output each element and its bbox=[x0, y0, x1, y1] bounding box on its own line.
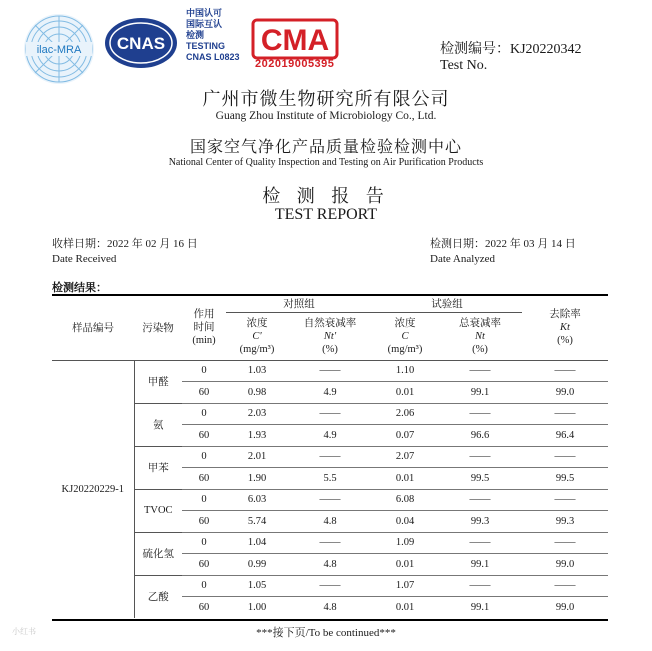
results-table bbox=[52, 296, 608, 618]
header-test-group: 试验组 bbox=[372, 296, 522, 312]
test-number-value: KJ20220342 bbox=[510, 42, 582, 57]
cell-test-conc: 6.08 bbox=[372, 489, 438, 511]
date-analyzed bbox=[430, 237, 576, 267]
cell-test-decay: 99.3 bbox=[438, 511, 522, 533]
date-received-cn: 收样日期：2022 年 02 月 16 日 bbox=[52, 238, 198, 250]
header-test-conc-line: 浓度 bbox=[394, 317, 416, 329]
center-name-cn: 国家空气净化产品质量检验检测中心 bbox=[189, 139, 462, 156]
header-ctrl-decay-line: (%) bbox=[322, 343, 338, 355]
header-removal-line: 去除率 bbox=[549, 309, 581, 321]
cell-test-conc: 0.01 bbox=[372, 468, 438, 490]
institute-name-cn: 广州市微生物研究所有限公司 bbox=[202, 89, 450, 109]
cell-test-decay: —— bbox=[438, 360, 522, 382]
cell-test-decay: 99.1 bbox=[438, 554, 522, 576]
cell-test-conc: 0.07 bbox=[372, 425, 438, 447]
header-test-decay-line: 总衰减率 bbox=[459, 317, 501, 329]
cnas-caption bbox=[186, 8, 240, 63]
cell-ctrl-conc: 2.03 bbox=[226, 403, 288, 425]
cell-ctrl-decay: —— bbox=[288, 532, 372, 554]
table-row bbox=[52, 446, 608, 468]
cnas-caption-line: TESTING bbox=[186, 41, 226, 51]
pollutant-cell: 乙酸 bbox=[147, 592, 169, 604]
cell-ctrl-decay: 4.8 bbox=[323, 602, 337, 613]
cell-ctrl-decay: —— bbox=[288, 489, 372, 511]
cell-removal: —— bbox=[522, 489, 608, 511]
header-test-decay-line: (%) bbox=[472, 343, 488, 355]
cell-removal: 99.0 bbox=[522, 554, 608, 576]
cell-test-decay: 99.1 bbox=[470, 602, 490, 613]
header-removal-line: (%) bbox=[557, 335, 573, 347]
cell-removal: 96.4 bbox=[522, 425, 608, 447]
pollutant-cell: 甲苯 bbox=[134, 446, 182, 489]
cma-text: CMA bbox=[260, 24, 330, 57]
cell-time: 0 bbox=[182, 489, 226, 511]
cell-ctrl-conc: 2.01 bbox=[226, 446, 288, 468]
cell-ctrl-decay: 4.8 bbox=[288, 511, 372, 533]
header-ctrl-conc-line: 浓度 bbox=[246, 317, 268, 329]
header-test-conc-line: C bbox=[401, 330, 409, 342]
cell-ctrl-decay: —— bbox=[288, 360, 372, 382]
cell-ctrl-conc: 1.93 bbox=[226, 425, 288, 447]
cell-ctrl-conc: 1.00 bbox=[247, 602, 267, 613]
pollutant-cell: 甲醛 bbox=[134, 360, 182, 403]
cell-removal: —— bbox=[522, 446, 608, 468]
cell-removal: 99.0 bbox=[522, 382, 608, 404]
date-analyzed-cn: 检测日期：2022 年 03 月 14 日 bbox=[430, 238, 576, 250]
cell-test-conc: 2.06 bbox=[372, 403, 438, 425]
header-time-line: (min) bbox=[192, 335, 216, 347]
header-test-conc bbox=[372, 312, 438, 360]
pollutant-cell: 氨 bbox=[134, 403, 182, 446]
cma-number: 202019005395 bbox=[255, 58, 335, 70]
cma-logo bbox=[251, 18, 339, 60]
cell-ctrl-decay: 5.5 bbox=[288, 468, 372, 490]
cell-removal: 99.0 bbox=[555, 602, 575, 613]
cell-time: 0 bbox=[182, 446, 226, 468]
report-title-en: TEST REPORT bbox=[274, 206, 378, 223]
institute-name-en: Guang Zhou Institute of Microbiology Co., Ltd. bbox=[215, 110, 437, 122]
table-row bbox=[52, 532, 608, 554]
sample-id-cell: KJ20220229-1 bbox=[52, 360, 134, 618]
cnas-caption-line: 检测 bbox=[186, 30, 205, 40]
header-ctrl-conc-line: C' bbox=[252, 330, 262, 342]
cell-test-conc: 0.01 bbox=[395, 602, 415, 613]
cell-ctrl-decay: 4.9 bbox=[288, 425, 372, 447]
cell-ctrl-conc: 1.03 bbox=[226, 360, 288, 382]
header-ctrl-decay bbox=[288, 312, 372, 360]
table-body bbox=[52, 360, 608, 618]
cell-removal: —— bbox=[522, 403, 608, 425]
cell-ctrl-conc: 5.74 bbox=[226, 511, 288, 533]
header-time bbox=[182, 296, 226, 360]
cell-time: 60 bbox=[182, 425, 226, 447]
cell-time: 60 bbox=[182, 468, 226, 490]
cell-ctrl-conc: 0.99 bbox=[226, 554, 288, 576]
cnas-caption-line: CNAS L0823 bbox=[186, 52, 240, 62]
cell-ctrl-decay: —— bbox=[288, 446, 372, 468]
cell-test-decay: —— bbox=[438, 575, 522, 597]
watermark: 小红书 bbox=[12, 627, 36, 636]
header-sample-no: 样品编号 bbox=[52, 296, 134, 360]
cell-ctrl-decay: 4.8 bbox=[288, 554, 372, 576]
cell-test-decay: 99.1 bbox=[438, 382, 522, 404]
header-control-group: 对照组 bbox=[226, 296, 372, 312]
header-test-decay bbox=[438, 312, 522, 360]
cell-test-conc: 0.01 bbox=[372, 554, 438, 576]
header-time-line: 作用 bbox=[193, 309, 215, 321]
header-pollutant: 污染物 bbox=[134, 296, 182, 360]
header-ctrl-decay-line: Nt' bbox=[323, 330, 337, 342]
date-received bbox=[52, 237, 198, 267]
cell-test-conc: 2.07 bbox=[372, 446, 438, 468]
test-number-label-en: Test No. bbox=[440, 58, 488, 73]
cell-ctrl-conc: 6.03 bbox=[226, 489, 288, 511]
cell-removal: 99.3 bbox=[522, 511, 608, 533]
cell-test-decay: —— bbox=[438, 403, 522, 425]
cell-ctrl-decay: 4.9 bbox=[288, 382, 372, 404]
date-analyzed-en: Date Analyzed bbox=[430, 253, 496, 265]
header-ctrl-conc bbox=[226, 312, 288, 360]
cell-time: 0 bbox=[182, 532, 226, 554]
cell-time: 60 bbox=[182, 382, 226, 404]
header-test-conc-line: (mg/m³) bbox=[387, 343, 423, 355]
pollutant-cell: TVOC bbox=[134, 489, 182, 532]
cell-time: 60 bbox=[182, 511, 226, 533]
cell-test-decay: —— bbox=[438, 489, 522, 511]
cell-test-decay: —— bbox=[438, 446, 522, 468]
cell-time: 60 bbox=[198, 602, 210, 613]
header-test-decay-line: Nt bbox=[475, 330, 485, 342]
cnas-text: CNAS bbox=[116, 34, 166, 53]
cell-test-decay: —— bbox=[438, 532, 522, 554]
header-row bbox=[52, 296, 608, 312]
table-row bbox=[52, 489, 608, 511]
cell-time: 60 bbox=[182, 554, 226, 576]
test-number-label: 检测编号： bbox=[440, 42, 510, 57]
cell-removal: —— bbox=[522, 360, 608, 382]
header-ctrl-conc-line: (mg/m³) bbox=[239, 343, 275, 355]
date-received-en: Date Received bbox=[52, 253, 117, 265]
cell-ctrl-conc: 1.04 bbox=[226, 532, 288, 554]
header-time-line: 时间 bbox=[193, 322, 215, 334]
test-number-row bbox=[440, 38, 582, 58]
cell-time: 0 bbox=[182, 360, 226, 382]
cnas-logo bbox=[104, 16, 178, 70]
cell-time: 0 bbox=[182, 403, 226, 425]
cell-ctrl-conc: 0.98 bbox=[226, 382, 288, 404]
table-row bbox=[52, 403, 608, 425]
report-title-cn: 检 测 报 告 bbox=[262, 186, 390, 206]
cell-test-decay: 99.5 bbox=[438, 468, 522, 490]
cell-removal: 99.5 bbox=[522, 468, 608, 490]
cell-ctrl-conc: 1.90 bbox=[226, 468, 288, 490]
cell-time: 0 bbox=[182, 575, 226, 597]
table-row bbox=[52, 575, 608, 597]
table-row bbox=[52, 360, 608, 382]
cnas-caption-line: 国际互认 bbox=[186, 19, 223, 29]
header-removal bbox=[522, 296, 608, 360]
pollutant-cell: 硫化氢 bbox=[134, 532, 182, 575]
header-ctrl-decay-line: 自然衰减率 bbox=[303, 317, 357, 329]
cell-removal: —— bbox=[522, 532, 608, 554]
cell-ctrl-decay: —— bbox=[288, 575, 372, 597]
header-removal-line: Kt bbox=[560, 322, 570, 334]
results-label: 检测结果： bbox=[52, 282, 107, 294]
center-name-en: National Center of Quality Inspection and Testing on Air Purification Products bbox=[168, 157, 484, 168]
cell-removal: —— bbox=[522, 575, 608, 597]
ilac-mra-logo bbox=[22, 12, 96, 86]
cell-test-conc: 1.09 bbox=[372, 532, 438, 554]
cell-test-conc: 0.01 bbox=[372, 382, 438, 404]
continued-note: ***接下页/To be continued*** bbox=[256, 627, 396, 639]
cell-ctrl-conc: 1.05 bbox=[226, 575, 288, 597]
cell-ctrl-decay: —— bbox=[288, 403, 372, 425]
table-bottom-rule bbox=[52, 619, 608, 621]
cell-test-conc: 1.07 bbox=[372, 575, 438, 597]
cell-test-conc: 1.10 bbox=[372, 360, 438, 382]
cell-test-decay: 96.6 bbox=[438, 425, 522, 447]
cnas-caption-line: 中国认可 bbox=[186, 8, 223, 18]
ilac-text: ilac-MRA bbox=[36, 44, 82, 56]
cell-test-conc: 0.04 bbox=[372, 511, 438, 533]
